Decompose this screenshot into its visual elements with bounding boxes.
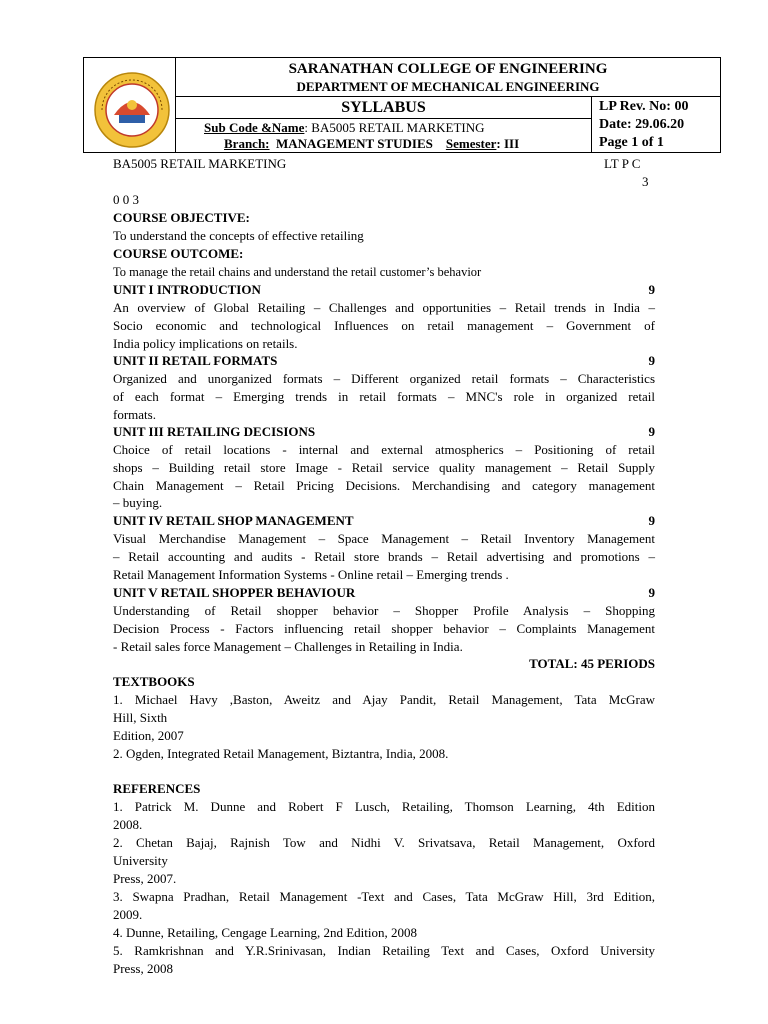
reference-line: 2008. <box>113 817 143 832</box>
unit-5-line: Decision Process - Factors influencing retail shopper behavior – Complaints Management <box>113 621 655 636</box>
reference-line: 3. Swapna Pradhan, Retail Management -Text and Cases, Tata McGraw Hill, 3rd Edition, <box>113 889 655 904</box>
unit-2-line: formats. <box>113 407 156 422</box>
reference-line: Press, 2008 <box>113 961 173 976</box>
sub-code-line <box>204 120 485 135</box>
reference-line: 5. Ramkrishnan and Y.R.Srinivasan, Indian Retailing Text and Cases, Oxford University <box>113 943 655 958</box>
unit-3-line: – buying. <box>113 495 163 510</box>
sub-code-value: : BA5005 RETAIL MARKETING <box>304 120 485 135</box>
textbook-line: Hill, Sixth <box>113 710 168 725</box>
department-name: DEPARTMENT OF MECHANICAL ENGINEERING <box>296 79 600 94</box>
college-name: SARANATHAN COLLEGE OF ENGINEERING <box>288 61 608 77</box>
unit-5-line: Understanding of Retail shopper behavior – Shopper Profile Analysis – Shopping <box>113 603 655 618</box>
syllabus-title: SYLLABUS <box>341 99 426 116</box>
reference-line: Press, 2007. <box>113 871 177 886</box>
unit-1-line: India policy implications on retails. <box>113 336 298 351</box>
branch-label: Branch: <box>224 136 270 151</box>
unit-5-title: UNIT V RETAIL SHOPPER BEHAVIOUR <box>113 585 356 600</box>
textbook-line: 1. Michael Havy ,Baston, Aweitz and Ajay Pandit, Retail Management, Tata McGraw <box>113 692 655 707</box>
college-logo <box>92 71 172 149</box>
course-title: BA5005 RETAIL MARKETING <box>113 156 287 171</box>
unit-2-line: Organized and unorganized formats – Different organized retail formats – Characteristics <box>113 371 655 386</box>
branch-line <box>224 136 519 151</box>
unit-2-title: UNIT II RETAIL FORMATS <box>113 353 278 368</box>
unit-2-hours: 9 <box>648 353 655 368</box>
unit-4-title: UNIT IV RETAIL SHOP MANAGEMENT <box>113 513 354 528</box>
branch-value: MANAGEMENT STUDIES <box>276 136 433 151</box>
unit-3-title: UNIT III RETAILING DECISIONS <box>113 424 316 439</box>
ltpc-label: LT P C <box>604 156 641 171</box>
outcome-text: To manage the retail chains and understand the retail customer’s behavior <box>113 265 482 279</box>
unit-4-line: – Retail accounting and audits - Retail store brands – Retail advertising and promotions – <box>113 549 655 564</box>
reference-line: 4. Dunne, Retailing, Cengage Learning, 2nd Edition, 2008 <box>113 925 417 940</box>
total-periods: TOTAL: 45 PERIODS <box>529 656 655 671</box>
sub-code-label: Sub Code &Name <box>204 120 305 135</box>
unit-1-line: Socio economic and technological Influences on retail management – Government of <box>113 318 655 333</box>
semester-value: : III <box>496 136 520 151</box>
references-heading: REFERENCES <box>113 781 201 796</box>
outcome-heading: COURSE OUTCOME: <box>113 246 244 261</box>
unit-3-line: Chain Management – Retail Pricing Decisions. Merchandising and category management <box>113 478 655 493</box>
unit-1-hours: 9 <box>648 282 655 297</box>
textbook-line: Edition, 2007 <box>113 728 184 743</box>
ltpc-credit: 3 <box>642 174 649 189</box>
textbooks-heading: TEXTBOOKS <box>113 674 195 689</box>
unit-5-line: - Retail sales force Management – Challenges in Retailing in India. <box>113 639 463 654</box>
reference-line: 1. Patrick M. Dunne and Robert F Lusch, Retailing, Thomson Learning, 4th Edition <box>113 799 655 814</box>
textbook-line: 2. Ogden, Integrated Retail Management, Biztantra, India, 2008. <box>113 746 449 761</box>
unit-5-hours: 9 <box>648 585 655 600</box>
objective-text: To understand the concepts of effective retailing <box>113 228 364 243</box>
reference-line: University <box>113 853 168 868</box>
unit-3-hours: 9 <box>648 424 655 439</box>
reference-line: 2009. <box>113 907 143 922</box>
unit-4-line: Retail Management Information Systems - Online retail – Emerging trends . <box>113 567 509 582</box>
unit-2-line: of each format – Emerging trends in retail formats – MNC's role in organized retail <box>113 389 655 404</box>
unit-4-line: Visual Merchandise Management – Space Management – Retail Inventory Management <box>113 531 655 546</box>
semester-label: Semester <box>445 136 497 151</box>
unit-3-line: Choice of retail locations - internal and external atmospherics – Positioning of retail <box>113 442 655 457</box>
page-number: Page 1 of 1 <box>599 135 664 150</box>
unit-4-hours: 9 <box>648 513 655 528</box>
reference-line: 2. Chetan Bajaj, Rajnish Tow and Nidhi V. Srivatsava, Retail Management, Oxford <box>113 835 655 850</box>
unit-1-title: UNIT I INTRODUCTION <box>113 282 261 297</box>
lp-rev: LP Rev. No: 00 <box>599 99 689 114</box>
unit-1-line: An overview of Global Retailing – Challenges and opportunities – Retail trends in India – <box>113 300 655 315</box>
unit-3-line: shops – Building retail store Image - Retail service quality management – Retail Supply <box>113 460 655 475</box>
objective-heading: COURSE OBJECTIVE: <box>113 210 250 225</box>
doc-date: Date: 29.06.20 <box>599 117 685 132</box>
ltpc-values: 0 0 3 <box>113 192 139 207</box>
